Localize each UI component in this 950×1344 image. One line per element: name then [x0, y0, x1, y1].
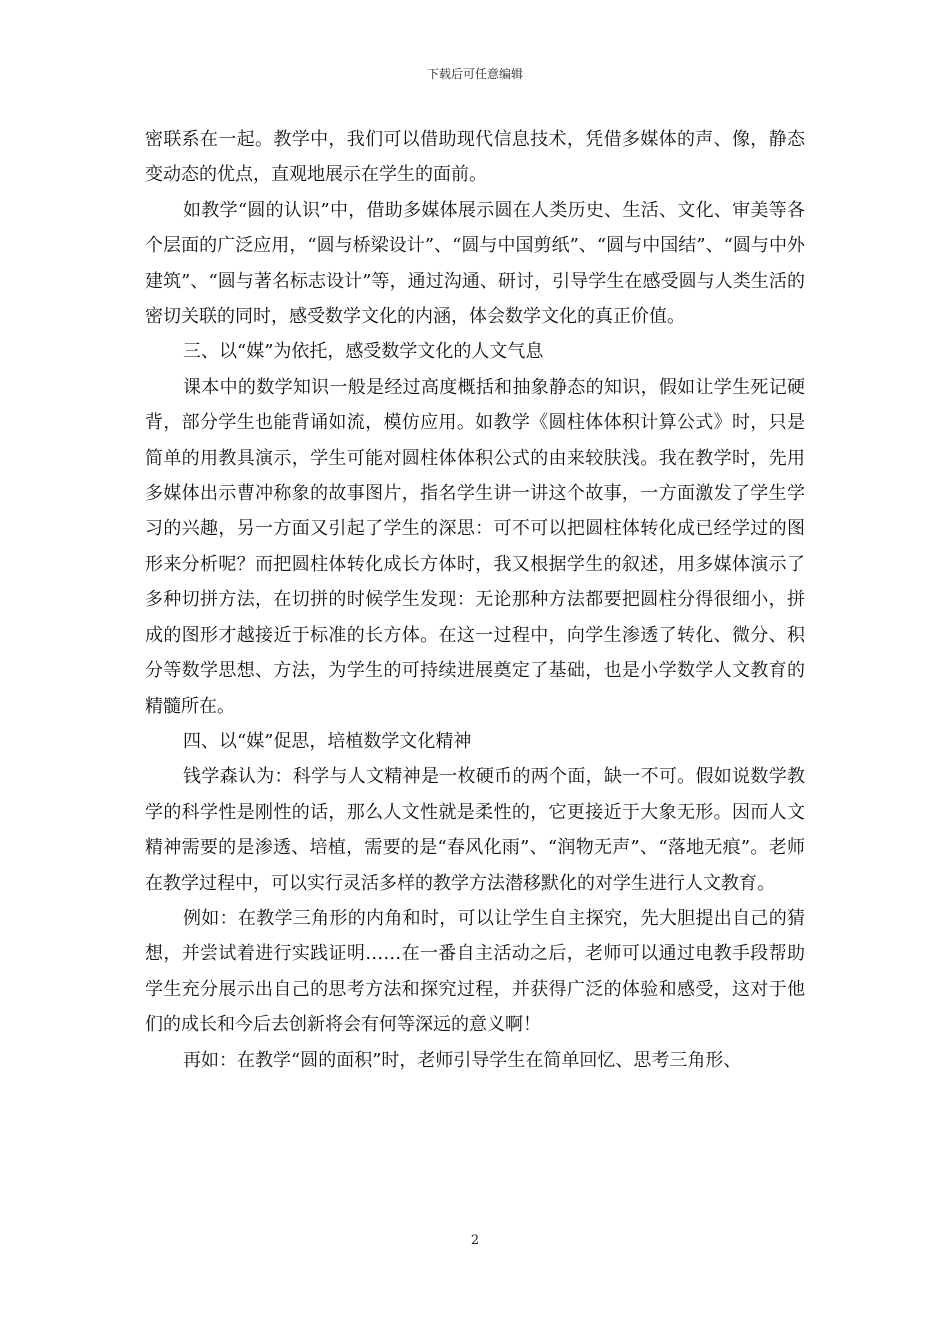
paragraph: 钱学森认为：科学与人文精神是一枚硬币的两个面，缺一不可。假如说数学教学的科学性是刚性的话，那么人文性就是柔性的，它更接近于大象无形。因而人文精神需要的是渗透、培植，需要的是“春风化雨”、“润物无声”、“落地无痕”。老师在教学过程中，可以实行灵活多样的教学方法潜移默化的对学生进行人文教育。 [145, 766, 805, 894]
paragraph: 如教学“圆的认识”中，借助多媒体展示圆在人类历史、生活、文化、审美等各个层面的广泛应用，“圆与桥梁设计”、“圆与中国剪纸”、“圆与中国结”、“圆与中外建筑”、“圆与著名标志设计”等，通过沟通、研讨，引导学生在感受圆与人类生活的密切关联的同时，感受数学文化的内涵，体会数学文化的真正价值。 [145, 199, 805, 328]
paragraph: 密联系在一起。教学中，我们可以借助现代信息技术，凭借多媒体的声、像，静态变动态的优点，直观地展示在学生的面前。 [145, 129, 805, 186]
page-number: 2 [470, 1233, 480, 1248]
paragraph: 再如：在教学“圆的面积”时，老师引导学生在简单回忆、思考三角形、 [183, 1049, 742, 1071]
page-header: 下载后可任意编辑 [426, 67, 523, 81]
paragraph: 课本中的数学知识一般是经过高度概括和抽象静态的知识，假如让学生死记硬背，部分学生也能背诵如流，模仿应用。如教学《圆柱体体积计算公式》时，只是简单的用教具演示，学生可能对圆柱体体积公式的由来较肤浅。我在教学时，先用多媒体出示曹冲称象的故事图片，指名学生讲一讲这个故事，一方面激发了学生学习的兴趣，另一方面又引起了学生的深思：可不可以把圆柱体转化成已经学过的图形来分析呢？而把圆柱体转化成长方体时，我又根据学生的叙述，用多媒体演示了多种切拼方法，在切拼的时候学生发现：无论那种方法都要把圆柱分得很细小，拼成的图形才越接近于标准的长方体。在这一过程中，向学生渗透了转化、微分、积分等数学思想、方法，为学生的可持续进展奠定了基础，也是小学数学人文教育的精髓所在。 [145, 376, 805, 717]
paragraph: 例如：在教学三角形的内角和时，可以让学生自主探究，先大胆提出自己的猜想，并尝试着进行实践证明……在一番自主活动之后，老师可以通过电教手段帮助学生充分展示出自己的思考方法和探究过程，并获得广泛的体验和感受，这对于他们的成长和今后去创新将会有何等深远的意义啊！ [145, 907, 805, 1036]
document-body [145, 122, 805, 1078]
section-heading: 四、以“媒”促思，培植数学文化精神 [183, 730, 472, 752]
section-heading: 三、以“媒”为依托，感受数学文化的人文气息 [183, 341, 544, 363]
